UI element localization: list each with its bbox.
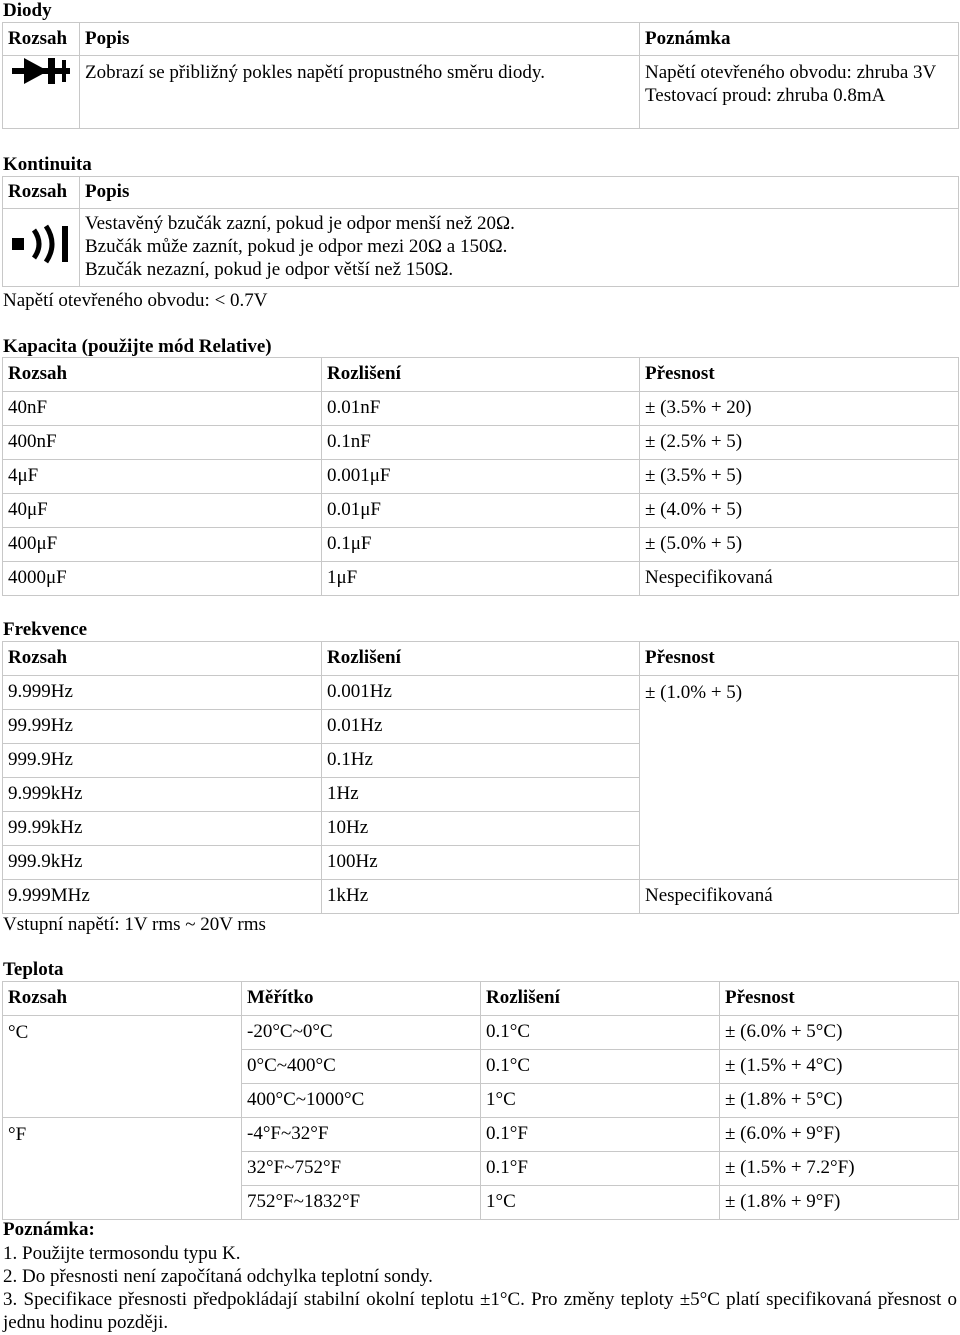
header-popis: Popis — [80, 23, 640, 56]
table-row — [3, 880, 959, 914]
cell-rozliseni: 0.1μF — [322, 528, 640, 562]
cell-rozliseni: 1°C — [481, 1186, 720, 1220]
cell-presnost: ± (4.0% + 5) — [640, 494, 959, 528]
table-row — [3, 528, 959, 562]
cell-meritko: 400°C~1000°C — [242, 1084, 481, 1118]
header-rozsah: Rozsah — [3, 358, 322, 392]
cell-rozsah-fahrenheit: °F — [3, 1118, 242, 1220]
table-header-row — [3, 982, 959, 1016]
cell-rozliseni: 0.01μF — [322, 494, 640, 528]
header-rozsah: Rozsah — [3, 23, 80, 56]
cell-rozsah: 99.99kHz — [3, 812, 322, 846]
buzzer-line: Bzučák může zaznít, pokud je odpor mezi 20Ω a 150Ω. — [85, 235, 508, 257]
cell-meritko: 752°F~1832°F — [242, 1186, 481, 1220]
cell-presnost: ± (3.5% + 5) — [640, 460, 959, 494]
cell-presnost: ± (1.8% + 9°F) — [720, 1186, 959, 1220]
cell-presnost: ± (3.5% + 20) — [640, 392, 959, 426]
cell-rozliseni: 0.001Hz — [322, 676, 640, 710]
cell-rozliseni: 0.01nF — [322, 392, 640, 426]
cell-presnost: Nespecifikovaná — [640, 562, 959, 596]
cell-rozsah: 9.999Hz — [3, 676, 322, 710]
cell-rozliseni: 0.1°F — [481, 1118, 720, 1152]
header-presnost: Přesnost — [640, 642, 959, 676]
table-row — [3, 460, 959, 494]
table-frekvence — [2, 641, 959, 914]
cell-rozliseni: 0.1°C — [481, 1050, 720, 1084]
table-header-row — [3, 358, 959, 392]
header-meritko: Měřítko — [242, 982, 481, 1016]
cell-rozsah: 40nF — [3, 392, 322, 426]
note-item: 2. Do přesnosti není započítaná odchylka teplotní sondy. — [3, 1266, 433, 1287]
diode-notes — [640, 56, 959, 129]
cell-rozsah: 9.999MHz — [3, 880, 322, 914]
buzzer-line: Bzučák nezazní, pokud je odpor větší než 150Ω. — [85, 258, 454, 280]
header-presnost: Přesnost — [720, 982, 959, 1016]
header-rozsah: Rozsah — [3, 982, 242, 1016]
cell-rozsah: 4000μF — [3, 562, 322, 596]
cell-rozliseni: 0.001μF — [322, 460, 640, 494]
header-rozsah: Rozsah — [3, 177, 80, 209]
cell-rozliseni: 0.1nF — [322, 426, 640, 460]
cell-presnost: Nespecifikovaná — [640, 880, 959, 914]
table-row — [3, 1016, 959, 1050]
cell-rozsah: 999.9kHz — [3, 846, 322, 880]
cell-rozliseni: 1μF — [322, 562, 640, 596]
note-item: 1. Použijte termosondu typu K. — [3, 1243, 241, 1264]
table-row — [3, 1118, 959, 1152]
cell-rozliseni: 100Hz — [322, 846, 640, 880]
cell-rozliseni: 0.1°F — [481, 1152, 720, 1186]
cell-rozsah: 400nF — [3, 426, 322, 460]
cell-rozsah: 400μF — [3, 528, 322, 562]
cell-presnost: ± (2.5% + 5) — [640, 426, 959, 460]
table-teplota — [2, 981, 959, 1220]
section-title-teplota: Teplota — [3, 959, 64, 980]
diode-note-voltage: Napětí otevřeného obvodu: zhruba 3V — [645, 62, 937, 83]
cell-rozsah: 4μF — [3, 460, 322, 494]
table-row — [3, 56, 959, 129]
kontinuita-footer: Napětí otevřeného obvodu: < 0.7V — [3, 290, 268, 311]
header-rozliseni: Rozlišení — [322, 358, 640, 392]
diode-description: Zobrazí se přibližný pokles napětí propustného směru diody. — [80, 56, 640, 129]
buzzer-icon — [3, 209, 80, 287]
cell-meritko: -20°C~0°C — [242, 1016, 481, 1050]
diode-note-current: Testovací proud: zhruba 0.8mA — [645, 84, 886, 106]
table-row — [3, 562, 959, 596]
cell-presnost: ± (1.0% + 5) — [640, 676, 959, 880]
section-title-frekvence: Frekvence — [3, 619, 88, 640]
frekvence-footer: Vstupní napětí: 1V rms ~ 20V rms — [3, 914, 266, 935]
cell-rozsah-celsius: °C — [3, 1016, 242, 1118]
table-row — [3, 392, 959, 426]
table-header-row — [3, 177, 959, 209]
cell-presnost: ± (6.0% + 5°C) — [720, 1016, 959, 1050]
cell-rozsah: 40μF — [3, 494, 322, 528]
cell-rozliseni: 1°C — [481, 1084, 720, 1118]
cell-rozliseni: 1Hz — [322, 778, 640, 812]
cell-meritko: -4°F~32°F — [242, 1118, 481, 1152]
cell-rozliseni: 10Hz — [322, 812, 640, 846]
table-header-row — [3, 642, 959, 676]
cell-presnost: ± (1.5% + 7.2°F) — [720, 1152, 959, 1186]
note-title: Poznámka: — [3, 1219, 95, 1240]
cell-presnost: ± (5.0% + 5) — [640, 528, 959, 562]
table-row — [3, 209, 959, 287]
table-row — [3, 676, 959, 710]
table-kontinuita — [2, 176, 959, 287]
section-title-diody: Diody — [3, 0, 52, 21]
cell-meritko: 32°F~752°F — [242, 1152, 481, 1186]
cell-presnost: ± (6.0% + 9°F) — [720, 1118, 959, 1152]
buzzer-description — [80, 209, 959, 287]
header-popis: Popis — [80, 177, 959, 209]
buzzer-line: Vestavěný bzučák zazní, pokud je odpor menší než 20Ω. — [85, 213, 515, 234]
cell-rozsah: 999.9Hz — [3, 744, 322, 778]
header-rozsah: Rozsah — [3, 642, 322, 676]
table-diody — [2, 22, 959, 129]
note-item: 3. Specifikace přesnosti předpokládají stabilní okolní teplotu ±1°C. Pro změny teploty ±5°C platí specifikovaná přesnost o jednu hodinu později. — [3, 1289, 957, 1333]
cell-rozliseni: 0.1°C — [481, 1016, 720, 1050]
cell-rozsah: 9.999kHz — [3, 778, 322, 812]
cell-meritko: 0°C~400°C — [242, 1050, 481, 1084]
header-poznamka: Poznámka — [640, 23, 959, 56]
header-rozliseni: Rozlišení — [481, 982, 720, 1016]
cell-presnost: ± (1.8% + 5°C) — [720, 1084, 959, 1118]
section-title-kontinuita: Kontinuita — [3, 154, 92, 175]
cell-rozliseni: 1kHz — [322, 880, 640, 914]
header-rozliseni: Rozlišení — [322, 642, 640, 676]
diode-icon — [3, 56, 80, 129]
section-title-kapacita: Kapacita (použijte mód Relative) — [3, 336, 272, 357]
table-kapacita — [2, 357, 959, 596]
cell-rozliseni: 0.1Hz — [322, 744, 640, 778]
cell-presnost: ± (1.5% + 4°C) — [720, 1050, 959, 1084]
table-row — [3, 426, 959, 460]
table-header-row — [3, 23, 959, 56]
cell-rozsah: 99.99Hz — [3, 710, 322, 744]
header-presnost: Přesnost — [640, 358, 959, 392]
cell-rozliseni: 0.01Hz — [322, 710, 640, 744]
table-row — [3, 494, 959, 528]
